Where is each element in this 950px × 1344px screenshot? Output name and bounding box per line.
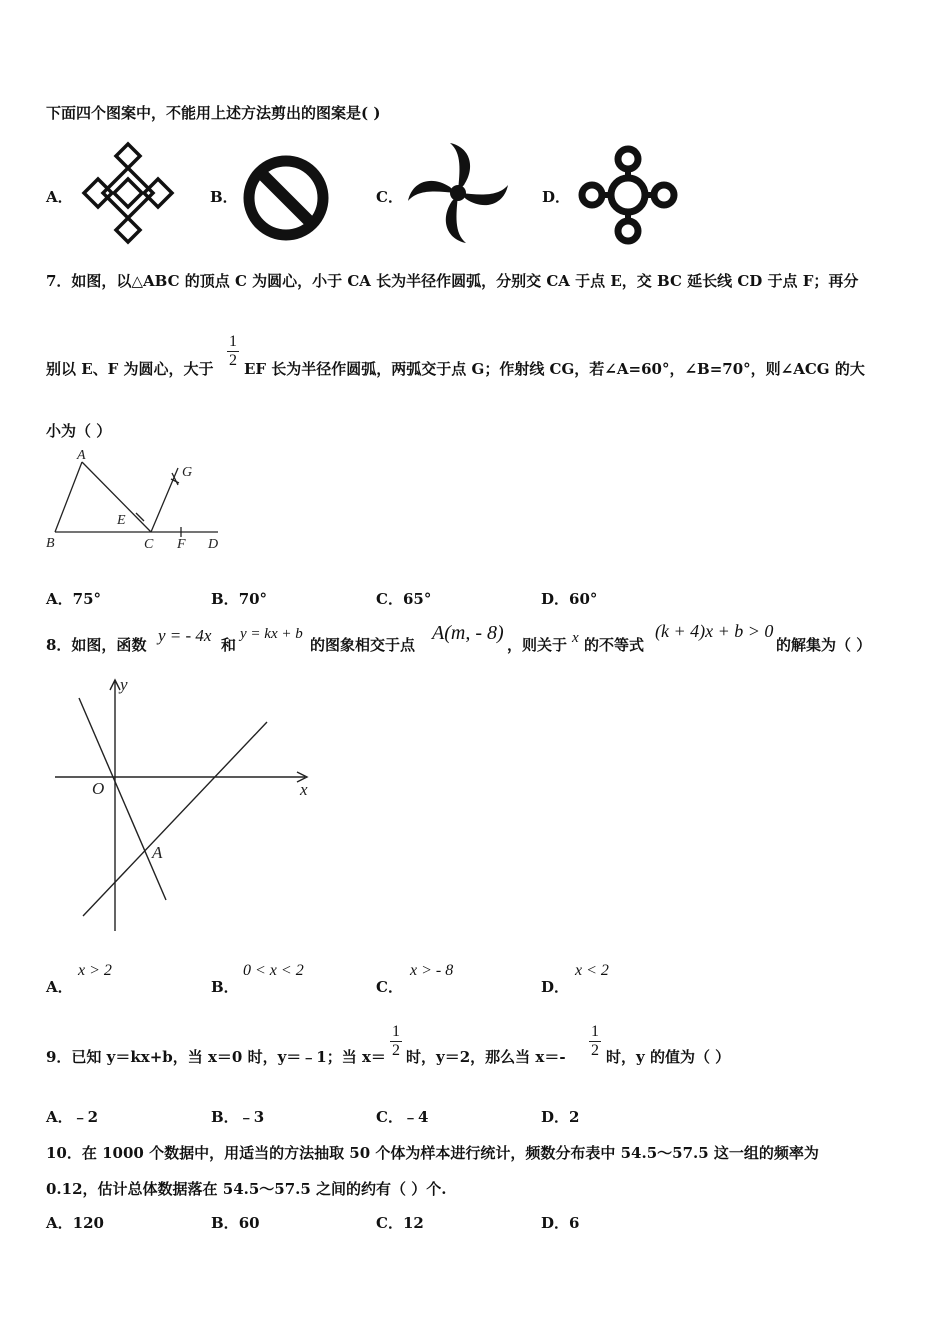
q9-option-d — [541, 1106, 579, 1127]
q9-option-b-value: ﹣3 — [238, 1108, 265, 1126]
q10-option-b — [211, 1212, 260, 1233]
q10-stem-line1: 10．在 1000 个数据中，用适当的方法抽取 50 个体为样本进行统计，频数分布表中 54.5～57.5 这一组的频率为 — [46, 1144, 819, 1162]
q6-figure-d-ring-cross — [576, 143, 680, 247]
q10-stem-line2: 0.12，估计总体数据落在 54.5～57.5 之间的约有（ ）个. — [46, 1180, 447, 1198]
q8-point-a: A(m, - 8) — [432, 622, 504, 644]
q9-option-c-label: C． — [376, 1108, 403, 1126]
q9-option-c — [376, 1106, 428, 1127]
q7-option-b-label: B． — [211, 590, 239, 608]
q9-option-c-value: ﹣4 — [402, 1108, 429, 1126]
q8-stem-part5: 的不等式 — [584, 636, 645, 654]
q6-option-c-label: C． — [376, 188, 403, 206]
q8-option-b-label: B． — [211, 978, 239, 996]
q10-option-b-label: B． — [211, 1214, 239, 1232]
q7-option-a-label: A． — [46, 590, 73, 608]
q7-stem-line3: 小为（ ） — [46, 422, 112, 440]
q7-label-c: C — [144, 537, 154, 552]
q9-stem-part1: 9．已知 y＝kx+b，当 x＝0 时，y＝﹣1；当 x＝ — [46, 1048, 386, 1066]
q7-fraction-one-half — [226, 333, 240, 370]
q7-option-d — [541, 588, 597, 609]
q8-inequality: (k + 4)x + b > 0 — [655, 621, 774, 641]
q9-option-a-value: ﹣2 — [72, 1108, 99, 1126]
q7-option-c — [376, 588, 431, 609]
q8-variable-x: x — [572, 630, 579, 646]
q8-function-1: y = - 4x — [158, 626, 212, 645]
q7-frac-numerator: 1 — [229, 333, 237, 350]
q7-option-a-value: 75° — [72, 590, 102, 608]
q6-stem: 下面四个图案中，不能用上述方法剪出的图案是( ) — [46, 104, 381, 122]
q7-option-a — [46, 588, 101, 609]
q7-option-d-label: D． — [541, 590, 570, 608]
q10-option-a — [46, 1212, 104, 1233]
q8-option-b-value: 0 < x < 2 — [243, 962, 304, 979]
q8-stem-part2: 和 — [221, 636, 237, 654]
q7-frac-denominator: 2 — [229, 352, 237, 369]
q7-option-b — [211, 588, 267, 609]
q7-option-d-value: 60° — [569, 590, 598, 608]
q9-option-d-value: 2 — [569, 1108, 580, 1126]
q9-option-b-label: B． — [211, 1108, 239, 1126]
q8-stem-part3: 的图象相交于点 — [310, 636, 416, 654]
q10-option-c-label: C． — [376, 1214, 403, 1232]
q7-label-a: A — [77, 448, 86, 463]
q9-option-b — [211, 1106, 264, 1127]
q9-fraction-1 — [389, 1023, 403, 1060]
q9-option-d-label: D． — [541, 1108, 570, 1126]
q10-option-d-label: D． — [541, 1214, 570, 1232]
q8-origin-label: O — [92, 779, 105, 798]
q8-point-label-a: A — [152, 843, 163, 862]
q7-option-c-value: 65° — [402, 590, 432, 608]
q8-stem-part4: ，则关于 — [507, 636, 568, 654]
q9-frac1-numerator: 1 — [392, 1023, 400, 1040]
q10-option-a-value: 120 — [72, 1214, 104, 1232]
q9-frac2-numerator: 1 — [591, 1023, 599, 1040]
q7-option-b-value: 70° — [238, 590, 268, 608]
q8-option-c-label: C． — [376, 978, 403, 996]
q9-fraction-2 — [588, 1023, 602, 1060]
q10-option-b-value: 60 — [238, 1214, 260, 1232]
q7-stem-line2-part2: EF 长为半径作圆弧，两弧交于点 G；作射线 CG，若∠A=60°，∠B=70°，则∠ACG 的大 — [244, 360, 865, 378]
q8-graph-figure — [50, 676, 320, 938]
q6-option-b-label: B． — [210, 188, 238, 206]
q10-option-c — [376, 1212, 424, 1233]
q7-triangle-figure — [40, 445, 230, 557]
q6-figure-b-prohibition-circle — [240, 152, 332, 244]
q7-label-g: G — [182, 465, 193, 480]
q9-option-a — [46, 1106, 98, 1127]
q9-option-a-label: A． — [46, 1108, 73, 1126]
q9-frac1-denominator: 2 — [392, 1042, 400, 1059]
q9-stem-part2: 时，y＝2，那么当 x＝- — [406, 1048, 566, 1066]
q7-label-d: D — [208, 537, 219, 552]
q6-option-d-label: D． — [542, 188, 571, 206]
q7-option-c-label: C． — [376, 590, 403, 608]
q8-option-c-value: x > - 8 — [410, 962, 454, 979]
q8-function-2: y = kx + b — [240, 626, 303, 642]
q8-option-d-label: D． — [541, 978, 570, 996]
q9-stem-part3: 时，y 的值为（ ） — [606, 1048, 731, 1066]
q7-stem-line2-part1: 别以 E、F 为圆心，大于 — [46, 360, 214, 378]
q8-axis-label-y: y — [120, 675, 128, 694]
q10-option-a-label: A． — [46, 1214, 73, 1232]
q8-axis-label-x: x — [300, 780, 308, 799]
q7-label-f: F — [177, 537, 186, 552]
q9-frac2-denominator: 2 — [591, 1042, 599, 1059]
q6-figure-a-diamond-knot — [80, 141, 176, 245]
q6-figure-c-pinwheel — [406, 141, 510, 245]
q6-option-a-label: A． — [46, 188, 73, 206]
q10-option-c-value: 12 — [402, 1214, 424, 1232]
q7-label-b: B — [46, 536, 55, 551]
q8-stem-part1: 8．如图，函数 — [46, 636, 147, 654]
q7-label-e: E — [117, 513, 126, 528]
q7-stem-line1: 7．如图，以△ABC 的顶点 C 为圆心，小于 CA 长为半径作圆弧，分别交 CA 于点 E，交 BC 延长线 CD 于点 F；再分 — [46, 272, 859, 290]
q10-option-d-value: 6 — [569, 1214, 580, 1232]
q10-option-d — [541, 1212, 579, 1233]
q8-option-a-label: A． — [46, 978, 73, 996]
q8-stem-part6: 的解集为（ ） — [776, 636, 872, 654]
q8-option-d-value: x < 2 — [575, 962, 609, 979]
q8-option-a-value: x > 2 — [78, 962, 112, 979]
